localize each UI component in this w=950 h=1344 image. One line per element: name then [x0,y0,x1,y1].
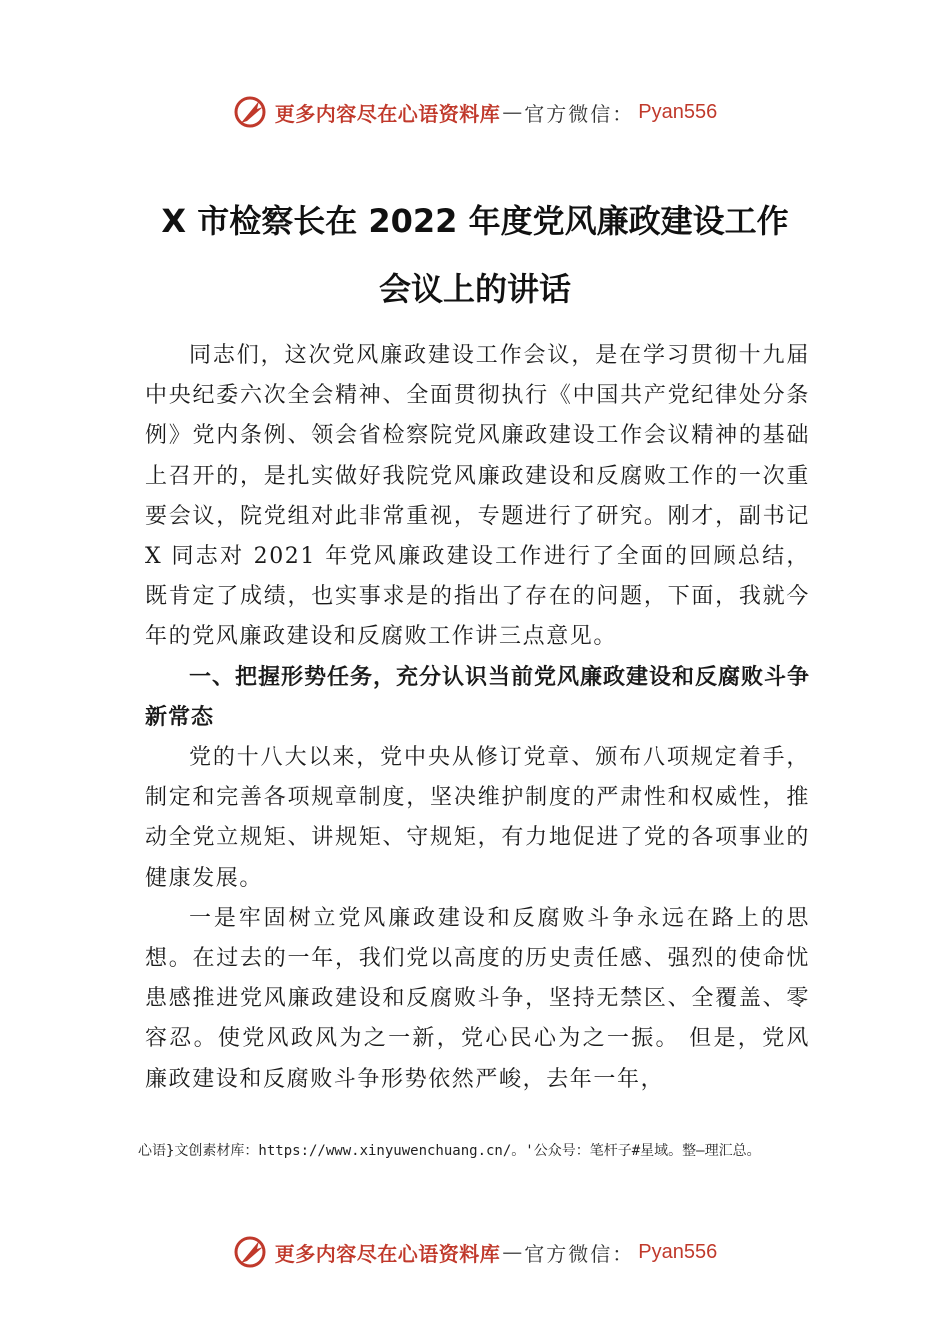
header-banner [0,92,950,132]
wechat-id: Pyan556 [638,1240,718,1263]
brand-text: 更多内容尽在心语资料库 [274,1241,501,1266]
wechat-id: Pyan556 [638,100,718,123]
document-title-line2: 会议上的讲话 [378,270,571,308]
banner-separator: — [502,1240,523,1264]
wechat-label: 官方微信： [524,101,635,126]
paragraph-2: 党的十八大以来，党中央从修订党章、颁布八项规定着手，制定和完善各项规章制度，坚决维护制度的严肃性和权威性，推动全党立规矩、讲规矩、守规矩，有力地促进了党的各项事业的健康发展。 [145,745,810,891]
paragraph-intro: 同志们，这次党风廉政建设工作会议，是在学习贯彻十九届中央纪委六次全会精神、全面贯彻执行《中国共产党纪律处分条例》党内条例、领会省检察院党风廉政建设工作会议精神的基础上召开的，是扎实做好我院党风廉政建设和反腐败工作的一次重要会议，院党组对此非常重视，专题进行了研究。刚才，副书记 X 同志对 2021 年党风廉政建设工作进行了全面的回顾总结，既肯定了成绩，也实事求是的指出了存在的问题，下面，我就今年的党风廉政建设和反腐败工作讲三点意见。 [145,343,810,650]
wechat-label: 官方微信： [524,1241,635,1266]
quill-logo-icon [233,95,267,129]
banner-separator: — [502,100,523,124]
footer-banner [0,1232,950,1272]
document-body [145,336,810,1100]
footnote-source: 心语}文创素材库：https://www.xinyuwenchuang.cn/。'公众号：笔杆子#星域。整—理汇总。 [138,1143,761,1159]
paragraph-3: 一是牢固树立党风廉政建设和反腐败斗争永远在路上的思想。在过去的一年，我们党以高度的历史责任感、强烈的使命忧患感推进党风廉政建设和反腐败斗争，坚持无禁区、全覆盖、零容忍。使党风政风为之一新，党心民心为之一振。 但是，党风廉政建设和反腐败斗争形势依然严峻，去年一年， [145,905,810,1092]
section-heading-1: 一、把握形势任务，充分认识当前党风廉政建设和反腐败斗争新常态 [145,664,811,730]
brand-text: 更多内容尽在心语资料库 [274,101,501,126]
quill-logo-icon [233,1235,267,1269]
document-title-line1: X 市检察长在 2022 年度党风廉政建设工作 [161,202,789,240]
